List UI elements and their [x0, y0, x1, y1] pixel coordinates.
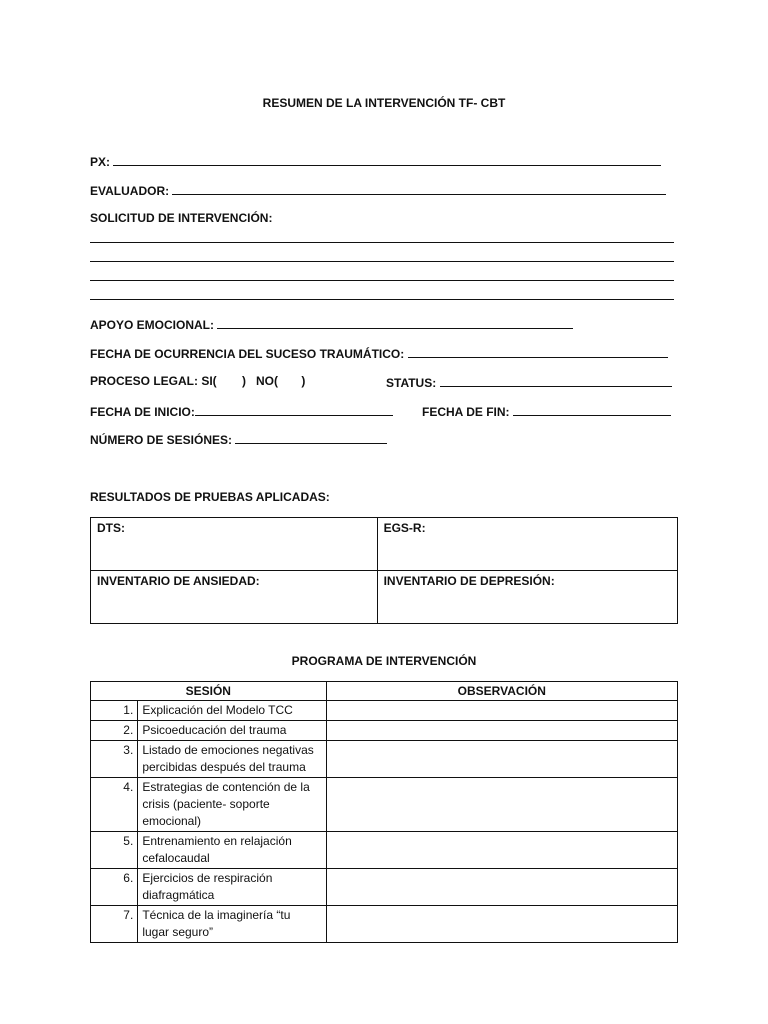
session-number: 5. [91, 832, 138, 869]
session-description [138, 832, 326, 869]
solicitud-blank-line[interactable] [90, 299, 674, 300]
fecha-fin-blank-line[interactable] [513, 403, 671, 416]
table-row [91, 832, 678, 869]
table-row [91, 869, 678, 906]
fecha-inicio-label: FECHA DE INICIO: [90, 405, 195, 419]
observation-cell[interactable] [326, 701, 677, 721]
ansiedad-cell[interactable] [91, 571, 378, 624]
fecha-inicio-field[interactable] [90, 403, 393, 419]
table-row [91, 721, 678, 741]
session-number: 2. [91, 721, 138, 741]
observation-cell[interactable] [326, 906, 677, 943]
session-line: Psicoeducación del trauma [142, 723, 287, 737]
dts-label: DTS: [97, 521, 125, 535]
session-description [138, 741, 326, 778]
num-sesiones-field[interactable] [90, 431, 387, 447]
session-description [138, 701, 326, 721]
evaluador-label: EVALUADOR: [90, 184, 170, 198]
session-description [138, 869, 326, 906]
table-row [91, 778, 678, 832]
fecha-fin-label: FECHA DE FIN: [422, 405, 510, 419]
solicitud-blank-line[interactable] [90, 242, 674, 243]
session-number: 7. [91, 906, 138, 943]
session-line: diafragmática [142, 888, 215, 902]
proceso-legal-label: PROCESO LEGAL: SI( [90, 374, 217, 388]
table-row [91, 701, 678, 721]
observation-cell[interactable] [326, 832, 677, 869]
apoyo-label: APOYO EMOCIONAL: [90, 318, 215, 332]
evaluador-blank-line[interactable] [172, 182, 666, 195]
observation-cell[interactable] [326, 869, 677, 906]
depresion-label: INVENTARIO DE DEPRESIÓN: [383, 574, 555, 588]
proceso-legal-field [90, 374, 246, 388]
session-number: 4. [91, 778, 138, 832]
session-line: Técnica de la imaginería “tu [142, 908, 291, 922]
session-description [138, 721, 326, 741]
solicitud-label: SOLICITUD DE INTERVENCIÓN: [90, 211, 273, 225]
no-field [256, 374, 305, 388]
num-sesiones-blank-line[interactable] [235, 431, 387, 444]
evaluador-field[interactable] [90, 182, 666, 198]
solicitud-blank-line[interactable] [90, 261, 674, 262]
si-close: ) [242, 374, 247, 388]
px-blank-line[interactable] [113, 153, 661, 166]
observation-cell[interactable] [326, 721, 677, 741]
results-table [90, 517, 678, 624]
status-label: STATUS: [386, 376, 437, 390]
egs-cell[interactable] [377, 518, 677, 571]
dts-cell[interactable] [91, 518, 378, 571]
session-number: 6. [91, 869, 138, 906]
fecha-suceso-blank-line[interactable] [408, 345, 668, 358]
px-field[interactable] [90, 153, 661, 169]
session-number: 3. [91, 741, 138, 778]
fecha-suceso-field[interactable] [90, 345, 668, 361]
observation-cell[interactable] [326, 778, 677, 832]
session-line: Entrenamiento en relajación [142, 834, 292, 848]
solicitud-blank-line[interactable] [90, 280, 674, 281]
document-title: RESUMEN DE LA INTERVENCIÓN TF- CBT [262, 96, 506, 110]
status-blank-line[interactable] [440, 374, 672, 387]
table-row [91, 906, 678, 943]
observation-header: OBSERVACIÓN [326, 682, 677, 701]
apoyo-blank-line[interactable] [217, 316, 573, 329]
session-header: SESIÓN [91, 682, 327, 701]
session-description [138, 778, 326, 832]
session-rows [91, 701, 678, 943]
num-sesiones-label: NÚMERO DE SESIÓNES: [90, 433, 233, 447]
session-line: Explicación del Modelo TCC [142, 703, 293, 717]
session-line: percibidas después del trauma [142, 760, 306, 774]
status-field[interactable] [386, 374, 672, 390]
apoyo-field[interactable] [90, 316, 573, 332]
egs-label: EGS-R: [383, 521, 426, 535]
table-row [91, 741, 678, 778]
session-line: Ejercicios de respiración [142, 871, 273, 885]
fecha-fin-field[interactable] [422, 403, 671, 419]
no-label: NO( [256, 374, 278, 388]
no-close: ) [301, 374, 306, 388]
session-line: lugar seguro” [142, 925, 214, 939]
fecha-suceso-label: FECHA DE OCURRENCIA DEL SUCESO TRAUMÁTICO: [90, 347, 405, 361]
session-description [138, 906, 326, 943]
px-label: PX: [90, 155, 111, 169]
session-number: 1. [91, 701, 138, 721]
session-line: emocional) [142, 814, 202, 828]
session-line: crisis (paciente- soporte [142, 797, 270, 811]
observation-cell[interactable] [326, 741, 677, 778]
fecha-inicio-blank-line[interactable] [195, 403, 393, 416]
program-title: PROGRAMA DE INTERVENCIÓN [291, 654, 477, 668]
session-line: Estrategias de contención de la [142, 780, 310, 794]
session-line: cefalocaudal [142, 851, 210, 865]
results-label: RESULTADOS DE PRUEBAS APLICADAS: [90, 490, 330, 504]
program-table [90, 681, 678, 943]
session-line: Listado de emociones negativas [142, 743, 314, 757]
ansiedad-label: INVENTARIO DE ANSIEDAD: [97, 574, 260, 588]
depresion-cell[interactable] [377, 571, 677, 624]
